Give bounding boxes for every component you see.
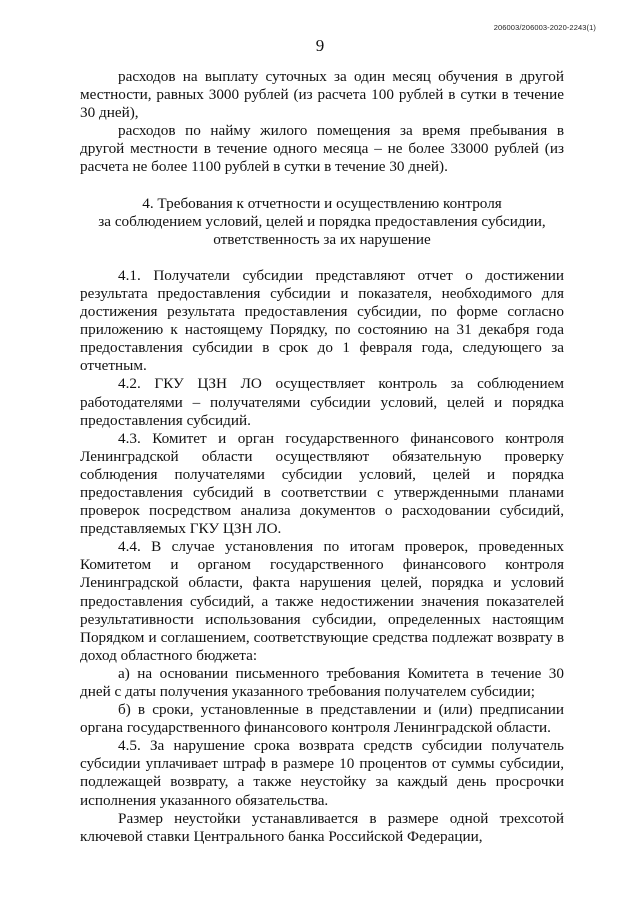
paragraph-4-4-b: б) в сроки, установленные в представлении и (или) предписании органа государственного финансового контроля Ленинградской области. bbox=[80, 701, 564, 737]
paragraph-penalty-size: Размер неустойки устанавливается в размере одной трехсотой ключевой ставки Центрального банка Российской Федерации, bbox=[80, 809, 564, 845]
document-body bbox=[80, 68, 564, 846]
paragraph-housing: расходов по найму жилого помещения за время пребывания в другой местности в течение одного месяца – не более 33000 рублей (из расчета не более 1100 рублей в сутки в течение 30 дней). bbox=[80, 122, 564, 176]
paragraph-4-3: 4.3. Комитет и орган государственного финансового контроля Ленинградской области осуществляют обязательную проверку соблюдения получателями субсидии условий, целей и порядка предоставления субсидий в соответствии с утвержденными планами проверок посредством анализа документов о расходовании субсидий, представляемых ГКУ ЦЗН ЛО. bbox=[80, 429, 564, 538]
page-number: 9 bbox=[315, 36, 325, 55]
section-heading-line3: ответственность за их нарушение bbox=[213, 230, 431, 248]
section-heading-line2: за соблюдением условий, целей и порядка предоставления субсидии, bbox=[98, 212, 546, 230]
section-heading-line1: 4. Требования к отчетности и осуществлению контроля bbox=[142, 194, 502, 212]
paragraph-4-4-a: а) на основании письменного требования Комитета в течение 30 дней с даты получения указанного требования получателем субсидии; bbox=[80, 664, 564, 700]
paragraph-per-diem: расходов на выплату суточных за один месяц обучения в другой местности, равных 3000 рублей (из расчета 100 рублей в сутки в течение 30 дней), bbox=[80, 68, 564, 122]
section-heading bbox=[80, 195, 564, 249]
document-code: 206003/206003-2020-2243(1) bbox=[493, 23, 596, 32]
paragraph-4-2: 4.2. ГКУ ЦЗН ЛО осуществляет контроль за соблюдением работодателями – получателями субсидии условий, целей и порядка предоставления субсидий. bbox=[80, 375, 564, 429]
paragraph-4-1: 4.1. Получатели субсидии представляют отчет о достижении результата предоставления субсидии и показателя, необходимого для достижения результата предоставления субсидии, по форме согласно приложению к настоящему Порядку, по состоянию на 31 декабря года предоставления субсидии в срок до 1 февраля года, следующего за отчетным. bbox=[80, 266, 564, 375]
paragraph-4-4: 4.4. В случае установления по итогам проверок, проведенных Комитетом и органом государственного финансового контроля Ленинградской области, факта нарушения целей, порядка и условий предоставления субсидий, а также недостижении значения показателей результативности использования субсидии, определенных настоящим Порядком и соглашением, соответствующие средства подлежат возврату в доход областного бюджета: bbox=[80, 538, 564, 664]
paragraph-4-5: 4.5. За нарушение срока возврата средств субсидии получатель субсидии уплачивает штраф в размере 10 процентов от суммы субсидии, подлежащей возврату, а также неустойку за каждый день просрочки исполнения указанного обязательства. bbox=[80, 737, 564, 809]
